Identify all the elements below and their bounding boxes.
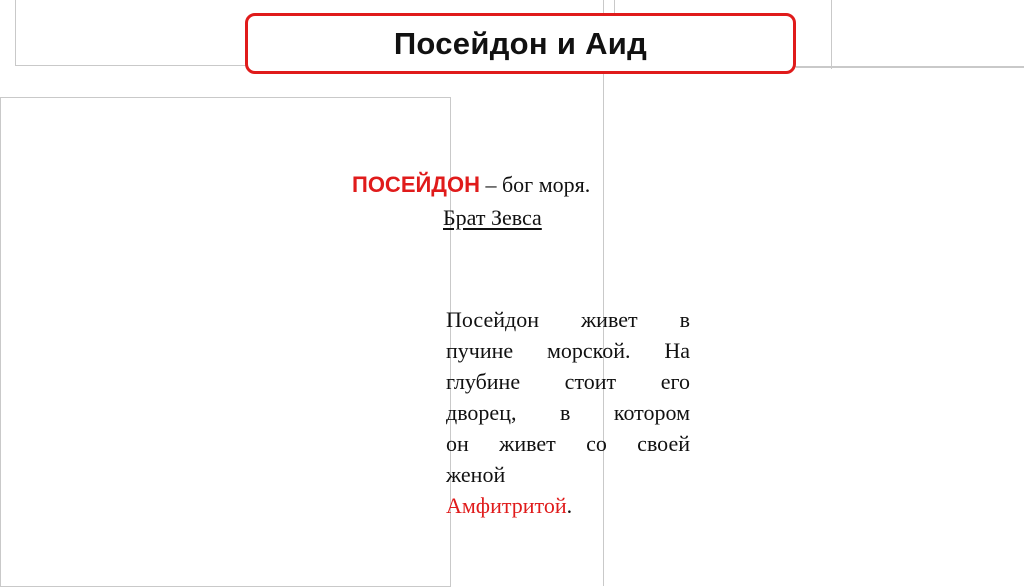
highlight-amphitrite: Амфитритой — [446, 493, 567, 518]
guide-line-horizontal — [796, 67, 1024, 68]
paragraph-line: Посейдон живет в — [446, 307, 690, 332]
slide-title: Посейдон и Аид — [393, 25, 648, 61]
title-box — [245, 13, 796, 74]
paragraph-tail: . — [566, 493, 573, 518]
paragraph-line: он живет со своей — [446, 431, 690, 456]
subheading: Брат Зевса — [443, 205, 542, 230]
paragraph-line: пучине морской. На — [446, 338, 690, 363]
description-paragraph — [446, 304, 690, 521]
paragraph-line: глубине стоит его — [446, 369, 690, 394]
guide-line-vertical-right — [831, 0, 832, 69]
paragraph-line: женой — [446, 462, 506, 487]
paragraph-line: дворец, в котором — [446, 400, 690, 425]
heading — [352, 172, 712, 198]
heading-name: ПОСЕЙДОН — [352, 172, 480, 197]
paragraph-last-line — [446, 490, 690, 521]
heading-rest: – бог моря. — [479, 172, 591, 197]
guide-frame-content — [0, 97, 451, 587]
